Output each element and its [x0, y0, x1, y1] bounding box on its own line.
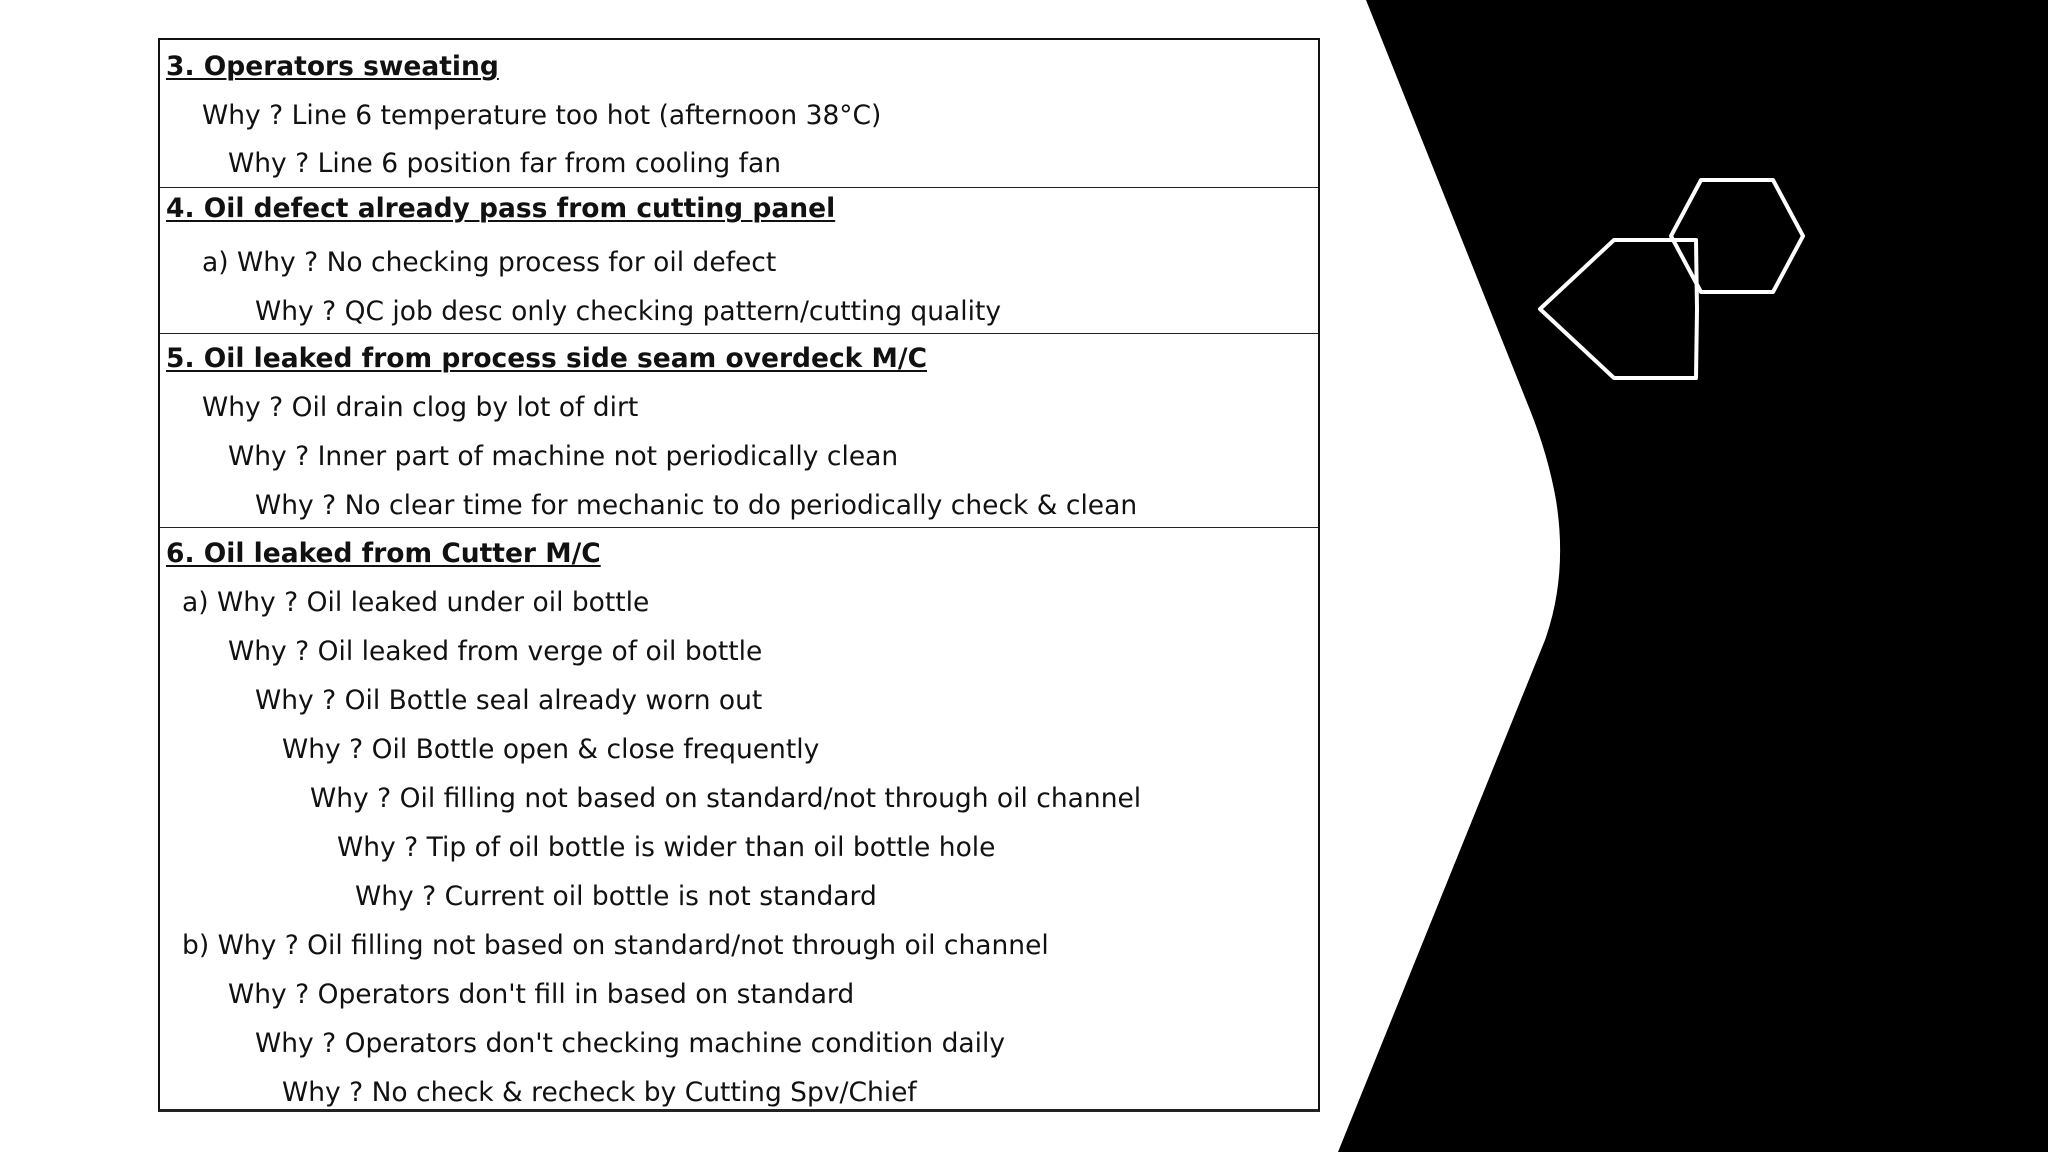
- why-line: Why ? Oil drain clog by lot of dirt: [202, 392, 639, 423]
- chevron-shape: [1338, 0, 2048, 1152]
- why-line: Why ? Operators don't fill in based on standard: [228, 979, 855, 1010]
- why-line: a) Why ? Oil leaked under oil bottle: [182, 587, 650, 618]
- why-line: Why ? Operators don't checking machine condition daily: [255, 1028, 1006, 1059]
- why-line: Why ? No check & recheck by Cutting Spv/Chief: [282, 1077, 917, 1108]
- why-line: Why ? Line 6 position far from cooling fan: [228, 148, 782, 179]
- why-line: Why ? Inner part of machine not periodically clean: [228, 441, 899, 472]
- section-heading: 4. Oil defect already pass from cutting panel: [166, 193, 836, 224]
- why-line: Why ? Line 6 temperature too hot (afternoon 38°C): [202, 100, 882, 131]
- why-line: Why ? Tip of oil bottle is wider than oil bottle hole: [337, 832, 996, 863]
- why-line: Why ? Oil leaked from verge of oil bottle: [228, 636, 763, 667]
- section-oil-leaked-cutter: [160, 527, 1318, 1112]
- section-oil-defect: [160, 187, 1318, 333]
- why-line: Why ? Oil Bottle open & close frequently: [282, 734, 820, 765]
- why-line: Why ? Oil Bottle seal already worn out: [255, 685, 763, 716]
- why-line: Why ? No clear time for mechanic to do periodically check & clean: [255, 490, 1138, 521]
- why-line: Why ? Current oil bottle is not standard: [355, 881, 877, 912]
- five-why-table: [158, 38, 1320, 1112]
- section-heading: 6. Oil leaked from Cutter M/C: [166, 538, 601, 569]
- section-oil-leaked-side-seam: [160, 333, 1318, 527]
- why-line: a) Why ? No checking process for oil defect: [202, 247, 777, 278]
- why-line: b) Why ? Oil filling not based on standard/not through oil channel: [182, 930, 1049, 961]
- section-heading: 5. Oil leaked from process side seam overdeck M/C: [166, 343, 928, 374]
- why-line: Why ? QC job desc only checking pattern/cutting quality: [255, 296, 1002, 327]
- section-operators-sweating: [160, 40, 1318, 187]
- why-line: Why ? Oil filling not based on standard/not through oil channel: [310, 783, 1142, 814]
- section-heading: 3. Operators sweating: [166, 51, 499, 82]
